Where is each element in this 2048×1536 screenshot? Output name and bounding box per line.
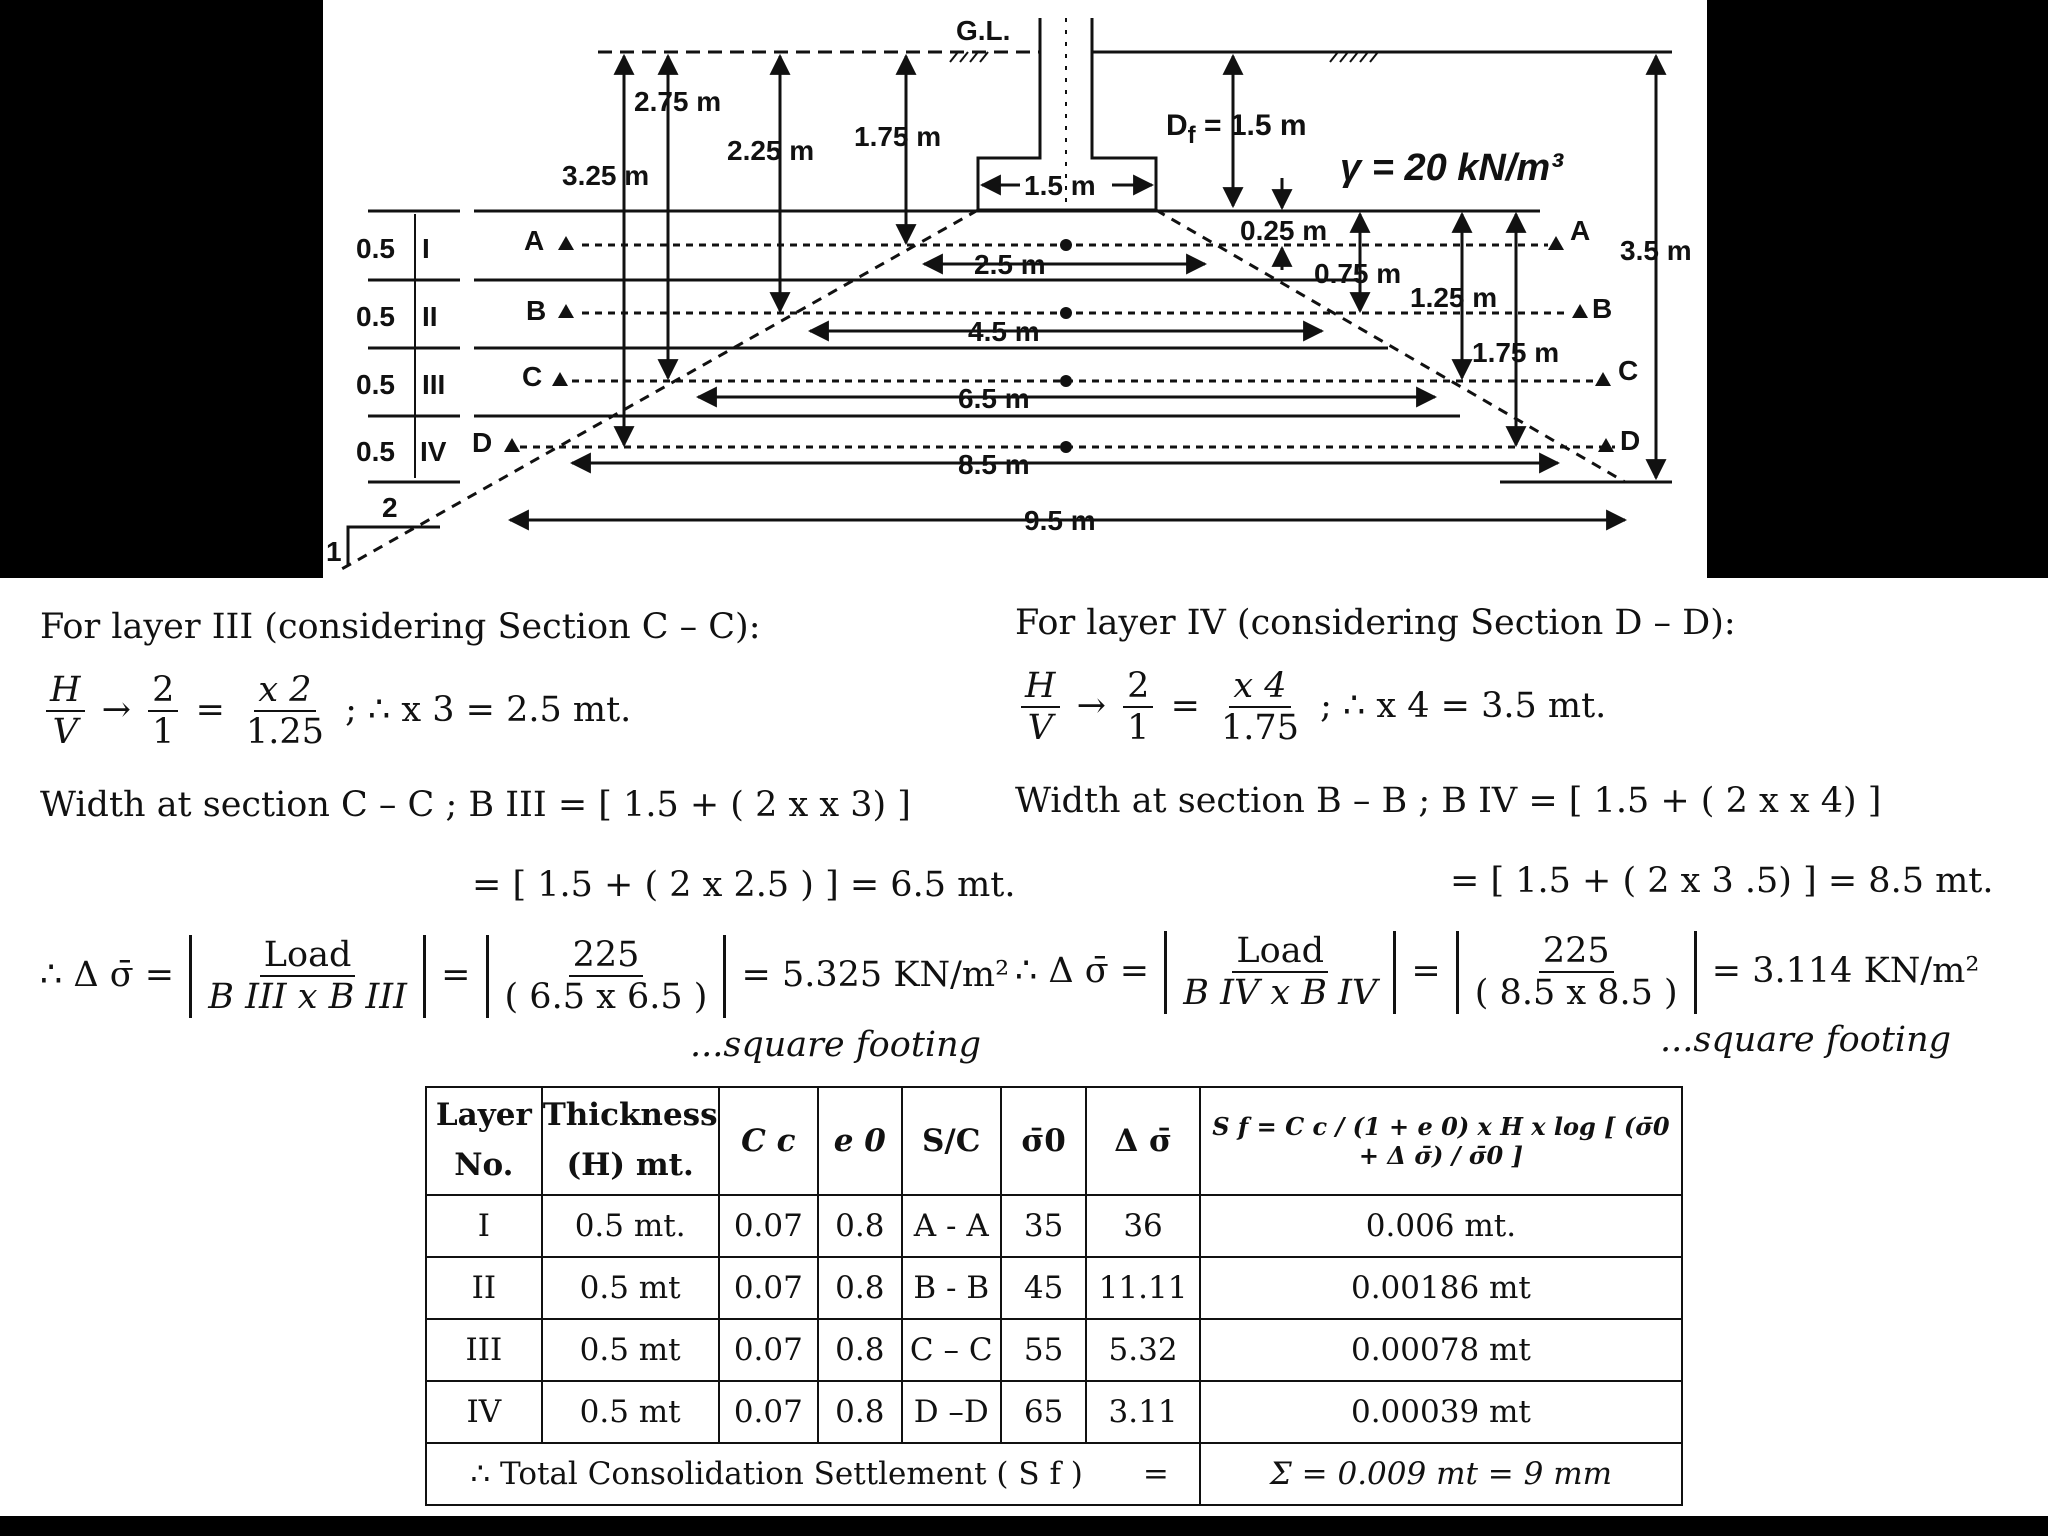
layer-thickness-1: 0.5	[356, 233, 395, 264]
bottom-black-strip	[0, 1516, 2048, 1536]
right-ratio-eq: $\frac{H}{V}$ → $\frac{2}{1}$ = $\frac{x 4}{1.75}$ ; ∴ x 4 = 3.5 mt.	[1015, 666, 1606, 749]
footing-diagram	[0, 0, 2048, 580]
left-ratio-eq: $\frac{H}{V}$ → $\frac{2}{1}$ = $\frac{x 2}{1.25}$ ; ∴ x 3 = 2.5 mt.	[40, 670, 631, 753]
header-sf-formula: S f = C c / (1 + e 0) x H x log [ (σ̄0 + Δ σ̄) / σ̄0 ]	[1200, 1087, 1682, 1195]
width-label-8-5: 8.5 m	[958, 449, 1030, 480]
hv-fraction: $\frac{H}{V}$	[46, 670, 85, 753]
width-label-2-5: 2.5 m	[974, 249, 1046, 280]
layer-name-1: I	[422, 233, 430, 264]
x-result: ; ∴ x 3 = 2.5 mt.	[345, 689, 632, 730]
table-header-row	[426, 1087, 1682, 1195]
header-thickness: Thickness (H) mt.	[542, 1087, 719, 1195]
gamma-label: γ = 20 kN/m³	[1340, 147, 1563, 189]
header-sigma0: σ̄0	[1001, 1087, 1086, 1195]
right-footing-note: ...square footing	[1660, 1020, 1952, 1060]
layer-name-2: II	[422, 301, 438, 332]
right-width-line: Width at section B – B ; B IV = [ 1.5 + ( 2 x x 4) ]	[1015, 781, 1882, 821]
section-label-d-left: D	[472, 427, 493, 458]
total-row	[426, 1443, 1682, 1505]
header-sc: S/C	[902, 1087, 1001, 1195]
right-stress-result: = 3.114 KN/m²	[1711, 950, 1980, 991]
dim-label-0-75: 0.75 m	[1314, 258, 1402, 289]
dim-label-0-25: 0.25 m	[1240, 215, 1328, 246]
table-row: II 0.5 mt 0.07 0.8 B - B 45 11.11 0.00186 mt	[426, 1257, 1682, 1319]
layer-thickness-4: 0.5	[356, 436, 395, 467]
dim-label-3-5: 3.5 m	[1620, 235, 1692, 266]
layer-name-3: III	[422, 369, 446, 400]
section-label-d-right: D	[1620, 425, 1641, 456]
width-label-6-5: 6.5 m	[958, 383, 1030, 414]
width-label-4-5: 4.5 m	[968, 316, 1040, 347]
section-label-c-left: C	[522, 361, 543, 392]
dim-label-1-75r: 1.75 m	[1472, 337, 1560, 368]
right-width-result: = [ 1.5 + ( 2 x 3 .5) ] = 8.5 mt.	[1450, 861, 1994, 901]
ground-level-label: G.L.	[956, 15, 1011, 46]
header-e0: e 0	[818, 1087, 901, 1195]
section-label-c-right: C	[1618, 355, 1639, 386]
header-layer: Layer No.	[426, 1087, 542, 1195]
section-label-a-left: A	[524, 225, 545, 256]
left-footing-note: ...square footing	[690, 1025, 982, 1065]
settlement-table	[425, 1086, 1683, 1506]
dim-label-2-75: 2.75 m	[634, 86, 722, 117]
header-dsigma: Δ σ̄	[1086, 1087, 1200, 1195]
slope-vertical-label: 1	[326, 536, 342, 567]
section-markers	[504, 236, 1614, 453]
total-value: Σ = 0.009 mt = 9 mm	[1200, 1443, 1682, 1505]
right-stress-eq: ∴ Δ σ̄ = $\frac{\text{Load}}{\text{B IV x B IV}}$ = $\frac{225}{( 8.5 x 8.5 )}$ = 3.114 KN/m²	[1015, 931, 1980, 1014]
table-row: III 0.5 mt 0.07 0.8 C – C 55 5.32 0.00078 mt	[426, 1319, 1682, 1381]
dim-label-1-75: 1.75 m	[854, 121, 942, 152]
slope-horizontal-label: 2	[382, 492, 398, 523]
dim-label-2-25: 2.25 m	[727, 135, 815, 166]
total-label: ∴ Total Consolidation Settlement ( S f ) =	[426, 1443, 1200, 1505]
x4-result: ; ∴ x 4 = 3.5 mt.	[1320, 685, 1607, 726]
dim-label-3-25: 3.25 m	[562, 160, 650, 191]
left-stress-eq: ∴ Δ σ̄ = $\frac{\text{Load}}{\text{B III x B III}}$ = $\frac{225}{( 6.5 x 6.5 )}$ = 5.325 KN/m²	[40, 935, 1010, 1018]
layer-name-4: IV	[420, 436, 447, 467]
table-row: IV 0.5 mt 0.07 0.8 D –D 65 3.11 0.00039 mt	[426, 1381, 1682, 1443]
layer-thickness-2: 0.5	[356, 301, 395, 332]
left-heading: For layer III (considering Section C – C):	[40, 607, 761, 647]
left-stress-result: = 5.325 KN/m²	[741, 954, 1010, 995]
right-heading: For layer IV (considering Section D – D):	[1015, 603, 1736, 643]
header-cc: C c	[719, 1087, 819, 1195]
dim-label-1-25: 1.25 m	[1410, 282, 1498, 313]
table-row: I 0.5 mt. 0.07 0.8 A - A 35 36 0.006 mt.	[426, 1195, 1682, 1257]
width-label-1-5: 1.5 m	[1024, 170, 1096, 201]
width-label-9-5: 9.5 m	[1024, 505, 1096, 536]
layer-thickness-3: 0.5	[356, 369, 395, 400]
left-width-line: Width at section C – C ; B III = [ 1.5 + ( 2 x x 3) ]	[40, 785, 911, 825]
x-fraction: $\frac{x 2}{1.25}$	[246, 670, 324, 753]
section-label-a-right: A	[1570, 215, 1591, 246]
section-label-b-left: B	[526, 295, 547, 326]
left-width-result: = [ 1.5 + ( 2 x 2.5 ) ] = 6.5 mt.	[472, 865, 1016, 905]
df-label: $D_f = 1.5$ m	[1166, 109, 1307, 149]
ratio-fraction: $\frac{2}{1}$	[148, 670, 178, 753]
section-label-b-right: B	[1592, 293, 1613, 324]
